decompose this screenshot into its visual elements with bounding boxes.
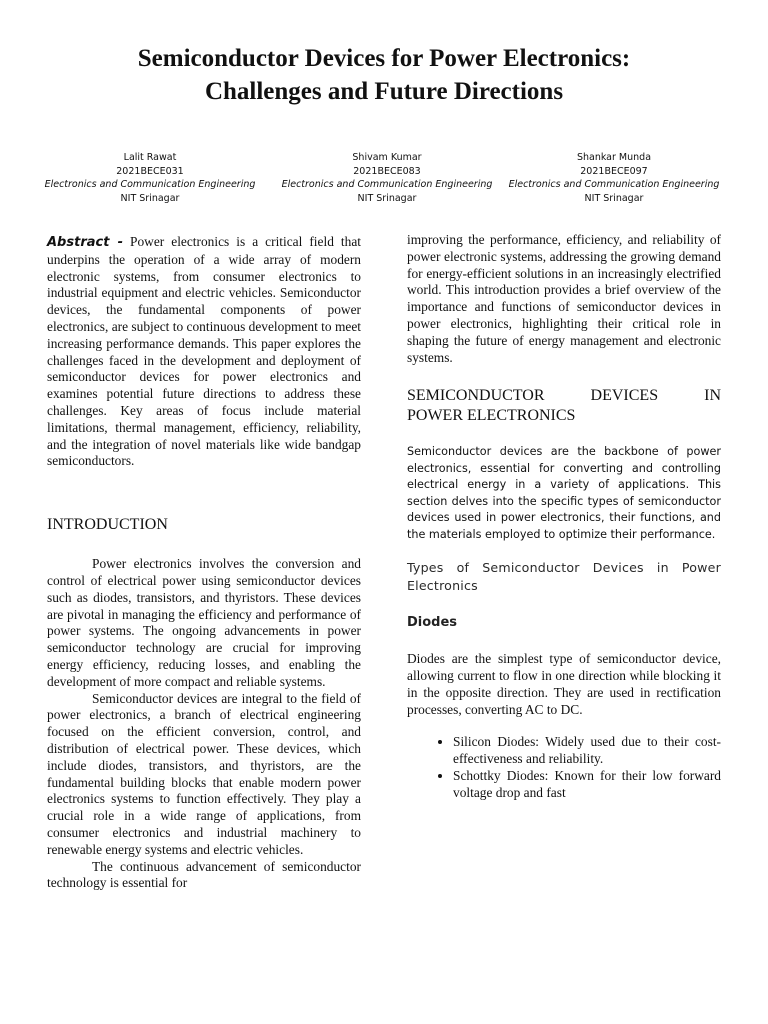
intro-paragraph-1: Power electronics involves the conversion and control of electrical power using semiconductor devices such as diodes, transistors, and thyristors. These devices are pivotal in managing the efficiency and performance of power systems. The ongoing advancements in power semiconductor technology are crucial for improving energy efficiency, reducing losses, and enabling the development of more compact and reliable systems. <box>47 556 361 689</box>
author-3 <box>494 151 734 205</box>
author-id: 2021BECE031 <box>116 165 184 177</box>
types-subheading: Types of Semiconductor Devices in Power Electronics <box>407 560 721 594</box>
author-name: Lalit Rawat <box>123 152 177 163</box>
author-inst: NIT Srinagar <box>584 192 644 204</box>
section-devices-text: Semiconductor devices are the backbone of power electronics, essential for converting and controlling electrical energy in a variety of applications. This section delves into the specific types of semiconductor devices used in power electronics, their functions, and the materials employed to optimize their performance. <box>407 445 721 541</box>
section-heading-line-1: SEMICONDUCTOR DEVICES IN <box>407 387 721 405</box>
author-2 <box>267 151 507 205</box>
author-id: 2021BECE097 <box>580 165 648 177</box>
diode-types-list <box>407 734 721 801</box>
author-id: 2021BECE083 <box>353 165 421 177</box>
author-inst: NIT Srinagar <box>120 192 180 204</box>
author-dept: Electronics and Communication Engineering <box>508 179 720 190</box>
title-line-1: Semiconductor Devices for Power Electronics: <box>137 45 631 72</box>
abstract-text: Power electronics is a critical field that underpins the operation of a wide array of modern electronic systems, from consumer electronics to industrial equipment and electric vehicles. Semiconductor devices, the fundamental components of power electronics, are subject to continuous development to meet increasing performance demands. This paper explores the challenges faced in the development and deployment of semiconductor devices for power electronics and examines potential future directions to address these challenges. Key areas of focus include material limitations, thermal management, efficiency, reliability, and the integration of novel materials like wide bandgap semiconductors. <box>47 234 361 469</box>
intro-paragraph-3: The continuous advancement of semiconductor technology is essential for <box>47 858 361 891</box>
author-dept: Electronics and Communication Engineering <box>281 179 493 190</box>
section-heading-line-2: POWER ELECTRONICS <box>407 407 576 425</box>
title-line-2: Challenges and Future Directions <box>204 78 564 105</box>
author-inst: NIT Srinagar <box>357 192 417 204</box>
diodes-text: Diodes are the simplest type of semiconductor device, allowing current to flow in one direction while blocking it in the opposite direction. They are used in rectification processes, converting AC to DC. <box>407 651 721 717</box>
author-name: Shivam Kumar <box>352 152 422 163</box>
author-name: Shankar Munda <box>576 152 652 163</box>
paper-title <box>40 42 728 108</box>
section-devices-heading <box>407 386 721 426</box>
left-column <box>47 234 361 892</box>
author-dept: Electronics and Communication Engineering <box>44 179 256 190</box>
introduction-heading: INTRODUCTION <box>47 516 168 534</box>
diodes-heading: Diodes <box>407 615 458 631</box>
abstract-label: Abstract - <box>47 235 124 250</box>
abstract <box>47 234 361 470</box>
author-1 <box>30 151 270 205</box>
list-item: • Silicon Diodes: Widely used due to their cost-effectiveness and reliability. <box>453 734 721 768</box>
list-item: • Schottky Diodes: Known for their low forward voltage drop and fast <box>453 768 721 802</box>
right-column <box>407 232 721 802</box>
intro-paragraph-2: Semiconductor devices are integral to the field of power electronics, a branch of electrical engineering focused on the efficient conversion, control, and distribution of electrical power. These devices, which include diodes, transistors, and thyristors, are the fundamental building blocks that enable modern power electronics systems to function effectively. They play a crucial role in a wide range of applications, from consumer electronics and industrial machinery to renewable energy systems and electric vehicles. <box>47 690 361 857</box>
intro-paragraph-3-continued: improving the performance, efficiency, and reliability of power electronic systems, addressing the growing demand for energy-efficient solutions in an increasingly electrified world. This introduction provides a brief overview of the importance and functions of semiconductor devices in power electronics, highlighting their critical role in shaping the future of energy management and electronic systems. <box>407 232 721 365</box>
